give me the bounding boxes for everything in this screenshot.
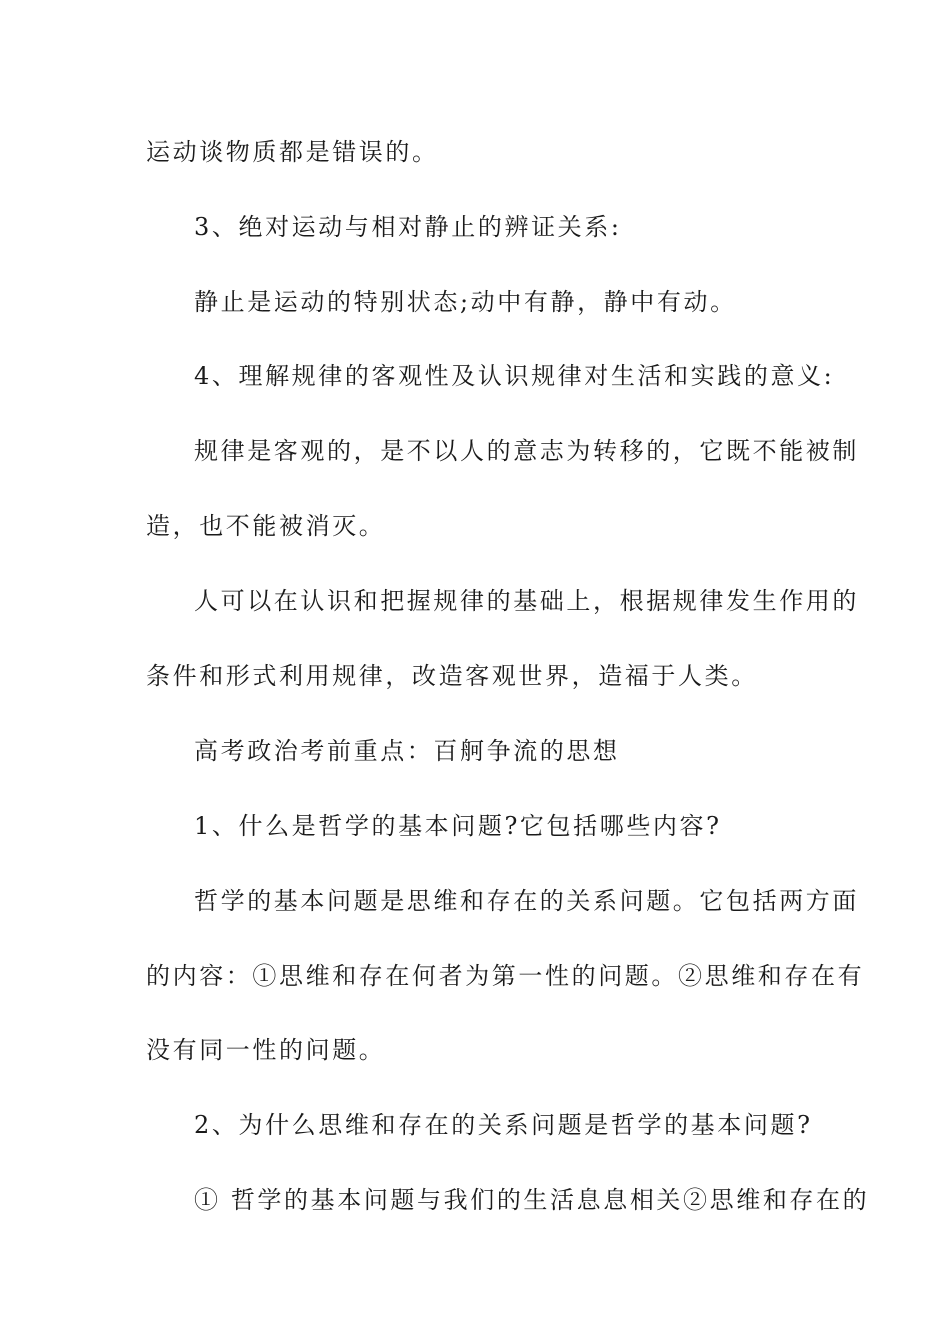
text-line: 的内容：①思维和存在何者为第一性的问题。②思维和存在有 xyxy=(146,962,865,990)
text-line: 条件和形式利用规律，改造客观世界，造福于人类。 xyxy=(146,662,758,690)
text-line: 哲学的基本问题是思维和存在的关系问题。它包括两方面 xyxy=(194,887,859,915)
text-line: 造，也不能被消灭。 xyxy=(146,512,386,540)
text-line: 人可以在认识和把握规律的基础上，根据规律发生作用的 xyxy=(194,587,859,615)
question-heading: 2、为什么思维和存在的关系问题是哲学的基本问题? xyxy=(194,1111,813,1139)
section-heading: 3、绝对运动与相对静止的辨证关系: xyxy=(194,213,622,241)
text-line: 规律是客观的，是不以人的意志为转移的，它既不能被制 xyxy=(194,437,859,465)
text-line: 没有同一性的问题。 xyxy=(146,1036,386,1064)
question-heading: 1、什么是哲学的基本问题?它包括哪些内容? xyxy=(194,812,722,840)
section-heading: 4、理解规律的客观性及认识规律对生活和实践的意义: xyxy=(194,362,835,390)
text-line: 运动谈物质都是错误的。 xyxy=(146,138,439,166)
text-line: ① 哲学的基本问题与我们的生活息息相关②思维和存在的 xyxy=(194,1186,870,1214)
text-line: 静止是运动的特别状态;动中有静，静中有动。 xyxy=(194,288,737,316)
section-title: 高考政治考前重点：百舸争流的思想 xyxy=(194,737,620,765)
